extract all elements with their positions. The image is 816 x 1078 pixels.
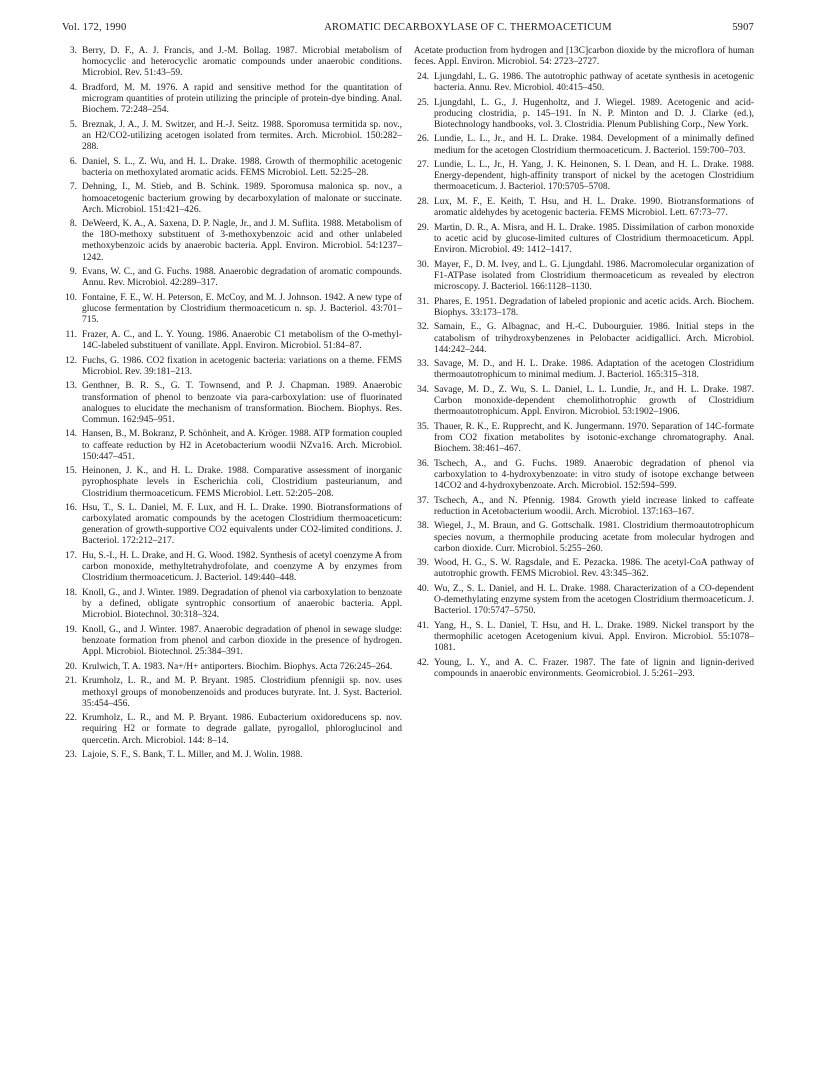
reference-entry: [62, 588, 402, 621]
reference-number: 29.: [417, 222, 429, 233]
reference-text: Samain, E., G. Albagnac, and H.-C. Dubourguier. 1986. Initial steps in the catabolism of trihydroxybenzenes in Pelobacter acidigallici. Arch. Microbiol. 144:242–244.: [434, 322, 754, 355]
references-left-column: [62, 46, 402, 765]
reference-text: Krulwich, T. A. 1983. Na+/H+ antiporters. Biochim. Biophys. Acta 726:245–264.: [82, 661, 393, 672]
reference-number: 14.: [65, 429, 77, 440]
reference-number: 30.: [417, 259, 429, 270]
reference-number: 32.: [417, 322, 429, 333]
reference-entry: [414, 584, 754, 617]
reference-entry: [414, 422, 754, 455]
reference-text: Tschech, A., and G. Fuchs. 1989. Anaerobic degradation of phenol via carboxylation to 4-hydroxybenzoate: in vitro study of isotope exchange between 14CO2 and 4-hydroxybenzoate. Arch. Microbiol. 152:594–599.: [434, 458, 754, 491]
reference-entry: [414, 359, 754, 381]
reference-text: Wu, Z., S. L. Daniel, and H. L. Drake. 1988. Characterization of a CO-dependent O-demethylating enzyme system from the acetogen Clostridium thermoaceticum. J. Bacteriol. 170:5747–5750.: [434, 584, 754, 617]
reference-text: DeWeerd, K. A., A. Saxena, D. P. Nagle, Jr., and J. M. Suflita. 1988. Metabolism of the 18O-methoxy substituent of 3-methoxybenzoic acid and other unlabeled methoxybenzoic acids by anaerobic bacteria. Appl. Environ. Microbiol. 54:1237–1242.: [82, 219, 402, 263]
reference-number: 18.: [65, 588, 77, 599]
reference-number: 4.: [69, 82, 77, 93]
reference-entry: [62, 83, 402, 116]
reference-continuation: Acetate production from hydrogen and [13C]carbon dioxide by the microflora of human feces. Appl. Environ. Microbiol. 54: 2723–2727.: [414, 46, 754, 68]
reference-number: 13.: [65, 381, 77, 392]
reference-number: 41.: [417, 621, 429, 631]
reference-number: 12.: [65, 355, 77, 366]
reference-text: Savage, M. D., and H. L. Drake. 1986. Adaptation of the acetogen Clostridium thermoautotrophicum to minimal medium. J. Bacteriol. 165:315–318.: [434, 359, 754, 381]
reference-entry: [62, 356, 402, 378]
reference-text: Ljungdahl, L. G., J. Hugenholtz, and J. Wiegel. 1989. Acetogenic and acid-producing clostridia, p. 145–191. In N. P. Minton and D. J. Clarke (ed.), Biotechnology handbooks, vol. 3. Clostridia. Plenum Publishing Corp., New York.: [434, 97, 754, 130]
reference-entry: [62, 330, 402, 352]
reference-entry: [414, 134, 754, 156]
reference-entry: [62, 551, 402, 584]
reference-text: Thauer, R. K., E. Rupprecht, and K. Jungermann. 1970. Separation of 14C-formate from CO2 fixation metabolites by isotonic-exchange chromatography. Anal. Biochem. 38:461–467.: [434, 421, 754, 455]
reference-text: Tschech, A., and N. Pfennig. 1984. Growth yield increase linked to caffeate reduction in Acetobacterium woodii. Arch. Microbiol. 137:163–167.: [434, 495, 754, 517]
reference-entry: [414, 322, 754, 355]
reference-text: Genthner, B. R. S., G. T. Townsend, and P. J. Chapman. 1989. Anaerobic transformation of phenol to benzoate via para-carboxylation: use of fluorinated analogues to elucidate the mechanism of transformation. Biochem. Biophys. Res. Commun. 162:945–951.: [82, 381, 402, 425]
reference-number: 21.: [65, 676, 77, 687]
reference-text: Wood, H. G., S. W. Ragsdale, and E. Pezacka. 1986. The acetyl-CoA pathway of autotrophic growth. FEMS Microbiol. Rev. 43:345–362.: [434, 558, 754, 580]
page-number: 5907: [732, 22, 754, 33]
reference-text: Fuchs, G. 1986. CO2 fixation in acetogenic bacteria: variations on a theme. FEMS Microbiol. Rev. 39:181–213.: [82, 355, 402, 377]
reference-entry: [414, 459, 754, 492]
reference-entry: [62, 267, 402, 289]
reference-number: 10.: [65, 293, 77, 304]
reference-number: 8.: [69, 219, 77, 230]
reference-text: Yang, H., S. L. Daniel, T. Hsu, and H. L. Drake. 1989. Nickel transport by the thermophilic acetogen Acetogenium kivui. Appl. Environ. Microbiol. 55:1078–1081.: [434, 621, 754, 654]
reference-number: 15.: [65, 466, 77, 477]
reference-text: Frazer, A. C., and L. Y. Young. 1986. Anaerobic C1 metabolism of the O-methyl-14C-labeled substituent of vanillate. Appl. Environ. Microbiol. 51:84–87.: [82, 329, 402, 351]
reference-entry: [414, 72, 754, 94]
reference-text: Wiegel, J., M. Braun, and G. Gottschalk. 1981. Clostridium thermoautotrophicum species novum, a thermophile producing acetate from molecular hydrogen and carbon dioxide. Curr. Microbiol. 5:255–260.: [434, 521, 754, 554]
reference-entry: [62, 120, 402, 153]
reference-entry: [414, 621, 754, 654]
reference-number: 20.: [65, 661, 77, 672]
reference-number: 16.: [65, 503, 77, 514]
reference-number: 31.: [417, 296, 429, 307]
reference-number: 6.: [69, 156, 77, 167]
reference-entry: [414, 658, 754, 680]
reference-text: Dehning, I., M. Stieb, and B. Schink. 1989. Sporomusa malonica sp. nov., a homoacetogenic bacterium growing by decarboxylation of malonate or succinate. Arch. Microbiol. 151:421–426.: [82, 182, 402, 215]
reference-text: Mayer, F., D. M. Ivey, and L. G. Ljungdahl. 1986. Macromolecular organization of F1-ATPase isolated from Clostridium thermoaceticum as revealed by electron microscopy. J. Bacteriol. 166:1128–1130.: [434, 259, 754, 292]
reference-entry: [62, 503, 402, 547]
reference-entry: [414, 260, 754, 293]
reference-text: Hu, S.-I., H. L. Drake, and H. G. Wood. 1982. Synthesis of acetyl coenzyme A from carbon monoxide, methyltetrahydrofolate, and coenzyme A by enzymes from Clostridium thermoaceticum. J. Bacteriol. 149:440–448.: [82, 551, 402, 584]
reference-entry: [62, 429, 402, 462]
reference-entry: [414, 385, 754, 418]
reference-text: Bradford, M. M. 1976. A rapid and sensitive method for the quantitation of microgram quantities of protein utilizing the principle of protein-dye binding. Anal. Biochem. 72:248–254.: [82, 82, 402, 116]
reference-text: Breznak, J. A., J. M. Switzer, and H.-J. Seitz. 1988. Sporomusa termitida sp. nov., an H2/CO2-utilizing acetogen isolated from termites. Arch. Microbiol. 150:282–288.: [82, 119, 402, 152]
reference-number: 17.: [65, 551, 77, 562]
reference-entry: [414, 223, 754, 256]
reference-text: Lundie, L. L., Jr., H. Yang, J. K. Heinonen, S. I. Dean, and H. L. Drake. 1988. Energy-dependent, high-affinity transport of nickel by the acetogen Clostridium thermoaceticum. J. Bacteriol. 170:5705–5708.: [434, 160, 754, 193]
reference-entry: [62, 219, 402, 263]
reference-number: 5.: [69, 119, 77, 130]
reference-text: Berry, D. F., A. J. Francis, and J.-M. Bollag. 1987. Microbial metabolism of homocyclic and heterocyclic aromatic compounds under anaerobic conditions. Microbiol. Rev. 51:43–59.: [82, 46, 402, 79]
reference-text: Ljungdahl, L. G. 1986. The autotrophic pathway of acetate synthesis in acetogenic bacteria. Annu. Rev. Microbiol. 40:415–450.: [434, 71, 754, 93]
reference-text: Daniel, S. L., Z. Wu, and H. L. Drake. 1988. Growth of thermophilic acetogenic bacteria on methoxylated aromatic acids. FEMS Microbiol. Lett. 52:25–28.: [82, 156, 402, 178]
reference-entry: [62, 676, 402, 709]
reference-number: 35.: [417, 421, 429, 432]
reference-text: Fontaine, F. E., W. H. Peterson, E. McCoy, and M. J. Johnson. 1942. A new type of glucose fermentation by Clostridium thermoaceticum n. sp. J. Bacteriol. 43:701–715.: [82, 293, 402, 326]
reference-entry: [62, 381, 402, 425]
reference-text: Lajoie, S. F., S. Bank, T. L. Miller, and M. J. Wolin. 1988.: [82, 750, 303, 761]
reference-text: Krumholz, L. R., and M. P. Bryant. 1985. Clostridium pfennigii sp. nov. uses methoxyl groups of monobenzenoids and produces butyrate. Int. J. Syst. Bacteriol. 35:454–456.: [82, 676, 402, 709]
journal-volume: Vol. 172, 1990: [62, 22, 127, 33]
reference-text: Heinonen, J. K., and H. L. Drake. 1988. Comparative assessment of inorganic pyrophosphate levels in Escherichia coli, Clostridium pasteurianum, and Clostridium thermoaceticum. FEMS Microbiol. Lett. 52:205–208.: [82, 466, 402, 499]
reference-entry: [62, 466, 402, 499]
reference-text: Martin, D. R., A. Misra, and H. L. Drake. 1985. Dissimilation of carbon monoxide to acetic acid by glucose-limited cultures of Clostridium thermoaceticum. Appl. Environ. Microbiol. 49: 1412–1417.: [434, 222, 754, 256]
running-title: AROMATIC DECARBOXYLASE OF C. THERMOACETICUM: [324, 22, 612, 33]
reference-entry: [414, 197, 754, 219]
reference-entry: [62, 46, 402, 79]
reference-number: 25.: [417, 97, 429, 108]
reference-number: 11.: [65, 329, 77, 340]
reference-number: 19.: [65, 624, 77, 635]
reference-text: Evans, W. C., and G. Fuchs. 1988. Anaerobic degradation of aromatic compounds. Annu. Rev. Microbiol. 42:289–317.: [82, 267, 402, 289]
reference-entry: [62, 157, 402, 179]
reference-entry: [414, 558, 754, 580]
reference-text: Krumholz, L. R., and M. P. Bryant. 1986. Eubacterium oxidoreducens sp. nov. requiring H2 or formate to degrade gallate, pyrogallol, phloroglucinol and quercetin. Arch. Microbiol. 144: 8–14.: [82, 713, 402, 746]
reference-number: 33.: [417, 359, 429, 370]
reference-entry: [414, 98, 754, 131]
reference-number: 9.: [69, 267, 77, 278]
reference-number: 36.: [417, 458, 429, 469]
reference-number: 27.: [417, 160, 429, 171]
reference-text: Young, L. Y., and A. C. Frazer. 1987. The fate of lignin and lignin-derived compounds in anaerobic environments. Geomicrobiol. J. 5:261–293.: [434, 657, 754, 679]
reference-text: Savage, M. D., Z. Wu, S. L. Daniel, L. L. Lundie, Jr., and H. L. Drake. 1987. Carbon monoxide-dependent chemolithotrophic growth of Clostridium thermoautotrophicum. Appl. Environ. Microbiol. 53:1902–1906.: [434, 385, 754, 418]
reference-number: 26.: [417, 134, 429, 145]
reference-text: Lux, M. F., E. Keith, T. Hsu, and H. L. Drake. 1990. Biotransformations of aromatic aldehydes by acetogenic bacteria. FEMS Microbiol. Lett. 67:73–77.: [434, 197, 754, 219]
reference-text: Lundie, L. L., Jr., and H. L. Drake. 1984. Development of a minimally defined medium for the acetogen Clostridium thermoaceticum. J. Bacteriol. 159:700–703.: [434, 134, 754, 156]
reference-text: Hsu, T., S. L. Daniel, M. F. Lux, and H. L. Drake. 1990. Biotransformations of carboxylated aromatic compounds by the acetogen Clostridium thermoaceticum: generation of growth-supportive CO2 equivalents under CO2-limited conditions. J. Bacteriol. 172:212–217.: [82, 503, 402, 547]
running-header: [62, 22, 754, 38]
reference-entry: [62, 662, 402, 673]
reference-text: Hansen, B., M. Bokranz, P. Schönheit, and A. Kröger. 1988. ATP formation coupled to caffeate reduction by H2 in Acetobacterium woodii NZva16. Arch. Microbiol. 150:447–451.: [82, 429, 402, 462]
references-right-column: [414, 46, 754, 684]
reference-entry: [414, 160, 754, 193]
reference-entry: [414, 496, 754, 518]
reference-number: 42.: [417, 657, 429, 668]
reference-number: 37.: [417, 495, 429, 506]
reference-number: 22.: [65, 713, 77, 724]
reference-number: 7.: [69, 182, 77, 193]
reference-entry: [62, 182, 402, 215]
reference-number: 3.: [69, 46, 77, 56]
reference-number: 40.: [417, 584, 429, 595]
reference-number: 28.: [417, 197, 429, 208]
reference-entry: [62, 713, 402, 746]
reference-entry: [414, 521, 754, 554]
reference-number: 38.: [417, 521, 429, 532]
reference-text: Phares, E. 1951. Degradation of labeled propionic and acetic acids. Arch. Biochem. Biophys. 33:173–178.: [434, 296, 754, 318]
reference-text: Knoll, G., and J. Winter. 1987. Anaerobic degradation of phenol in sewage sludge: benzoate formation from phenol and carbon dioxide in the presence of hydrogen. Appl. Microbiol. Biotechnol. 25:384–391.: [82, 624, 402, 658]
reference-entry: [62, 625, 402, 658]
reference-number: 39.: [417, 558, 429, 569]
reference-number: 23.: [65, 750, 77, 761]
reference-entry: [62, 750, 402, 761]
reference-number: 24.: [417, 71, 429, 82]
reference-entry: [414, 297, 754, 319]
reference-entry: [62, 293, 402, 326]
reference-text: Knoll, G., and J. Winter. 1989. Degradation of phenol via carboxylation to benzoate by a defined, obligate syntrophic consortium of anaerobic bacteria. Appl. Microbiol. Biotechnol. 30:318–324.: [82, 588, 402, 621]
reference-number: 34.: [417, 385, 429, 396]
